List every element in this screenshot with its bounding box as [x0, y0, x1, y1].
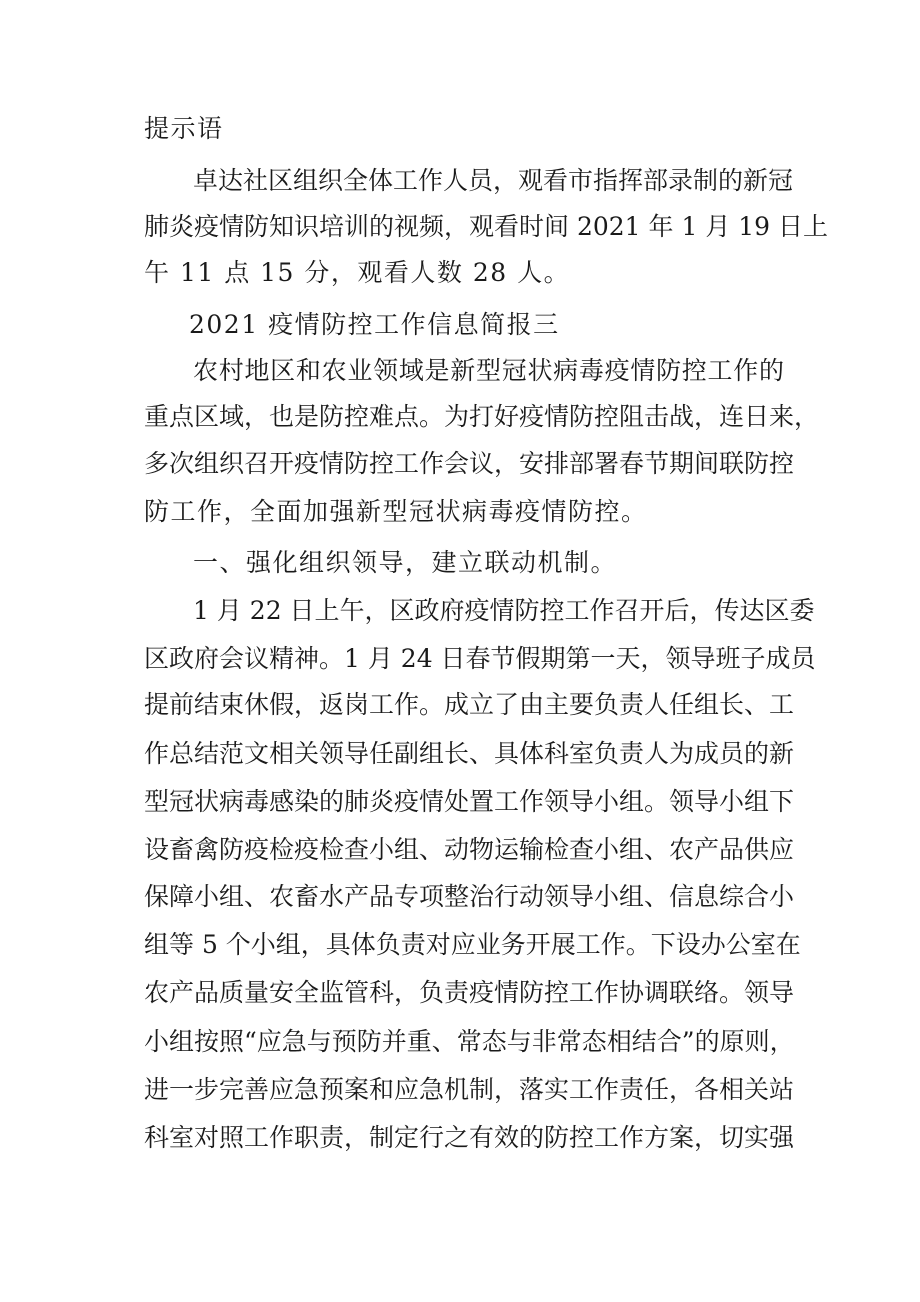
- paragraph-line: 午 11 点 15 分，观看人数 28 人。: [144, 258, 571, 287]
- subheading: 一、强化组织领导，建立联动机制。: [193, 548, 618, 577]
- paragraph-line: 提前结束休假，返岗工作。成立了由主要负责人任组长、工: [144, 690, 795, 719]
- paragraph-line: 卓达社区组织全体工作人员，观看市指挥部录制的新冠: [193, 166, 794, 195]
- paragraph-line: 农产品质量安全监管科，负责疫情防控工作协调联络。领导: [144, 978, 795, 1007]
- paragraph-line: 1 月 22 日上午，区政府疫情防控工作召开后，传达区委: [193, 596, 815, 625]
- heading-tip: 提示语: [144, 114, 224, 143]
- paragraph-line: 组等 5 个小组，具体负责对应业务开展工作。下设办公室在: [144, 930, 801, 959]
- paragraph-line: 保障小组、农畜水产品专项整治行动领导小组、信息综合小: [144, 882, 795, 911]
- paragraph-line: 防工作，全面加强新型冠状病毒疫情防控。: [144, 497, 648, 526]
- paragraph-line: 作总结范文相关领导任副组长、具体科室负责人为成员的新: [144, 739, 795, 768]
- paragraph-line: 型冠状病毒感染的肺炎疫情处置工作领导小组。领导小组下: [144, 787, 795, 816]
- paragraph-line: 区政府会议精神。1 月 24 日春节假期第一天，领导班子成员: [144, 644, 816, 673]
- paragraph-line: 科室对照工作职责，制定行之有效的防控工作方案，切实强: [144, 1123, 795, 1152]
- paragraph-line: 肺炎疫情防知识培训的视频，观看时间 2021 年 1 月 19 日上: [144, 212, 829, 241]
- paragraph-line: 小组按照“应急与预防并重、常态与非常态相结合”的原则，: [144, 1027, 795, 1056]
- section-title: 2021 疫情防控工作信息简报三: [189, 310, 560, 339]
- paragraph-line: 农村地区和农业领域是新型冠状病毒疫情防控工作的: [193, 356, 784, 385]
- paragraph-line: 进一步完善应急预案和应急机制，落实工作责任，各相关站: [144, 1075, 795, 1104]
- paragraph-line: 设畜禽防疫检疫检查小组、动物运输检查小组、农产品供应: [144, 835, 795, 864]
- paragraph-line: 重点区域，也是防控难点。为打好疫情防控阻击战，连日来，: [144, 402, 820, 431]
- paragraph-line: 多次组织召开疫情防控工作会议，安排部署春节期间联防控: [144, 449, 795, 478]
